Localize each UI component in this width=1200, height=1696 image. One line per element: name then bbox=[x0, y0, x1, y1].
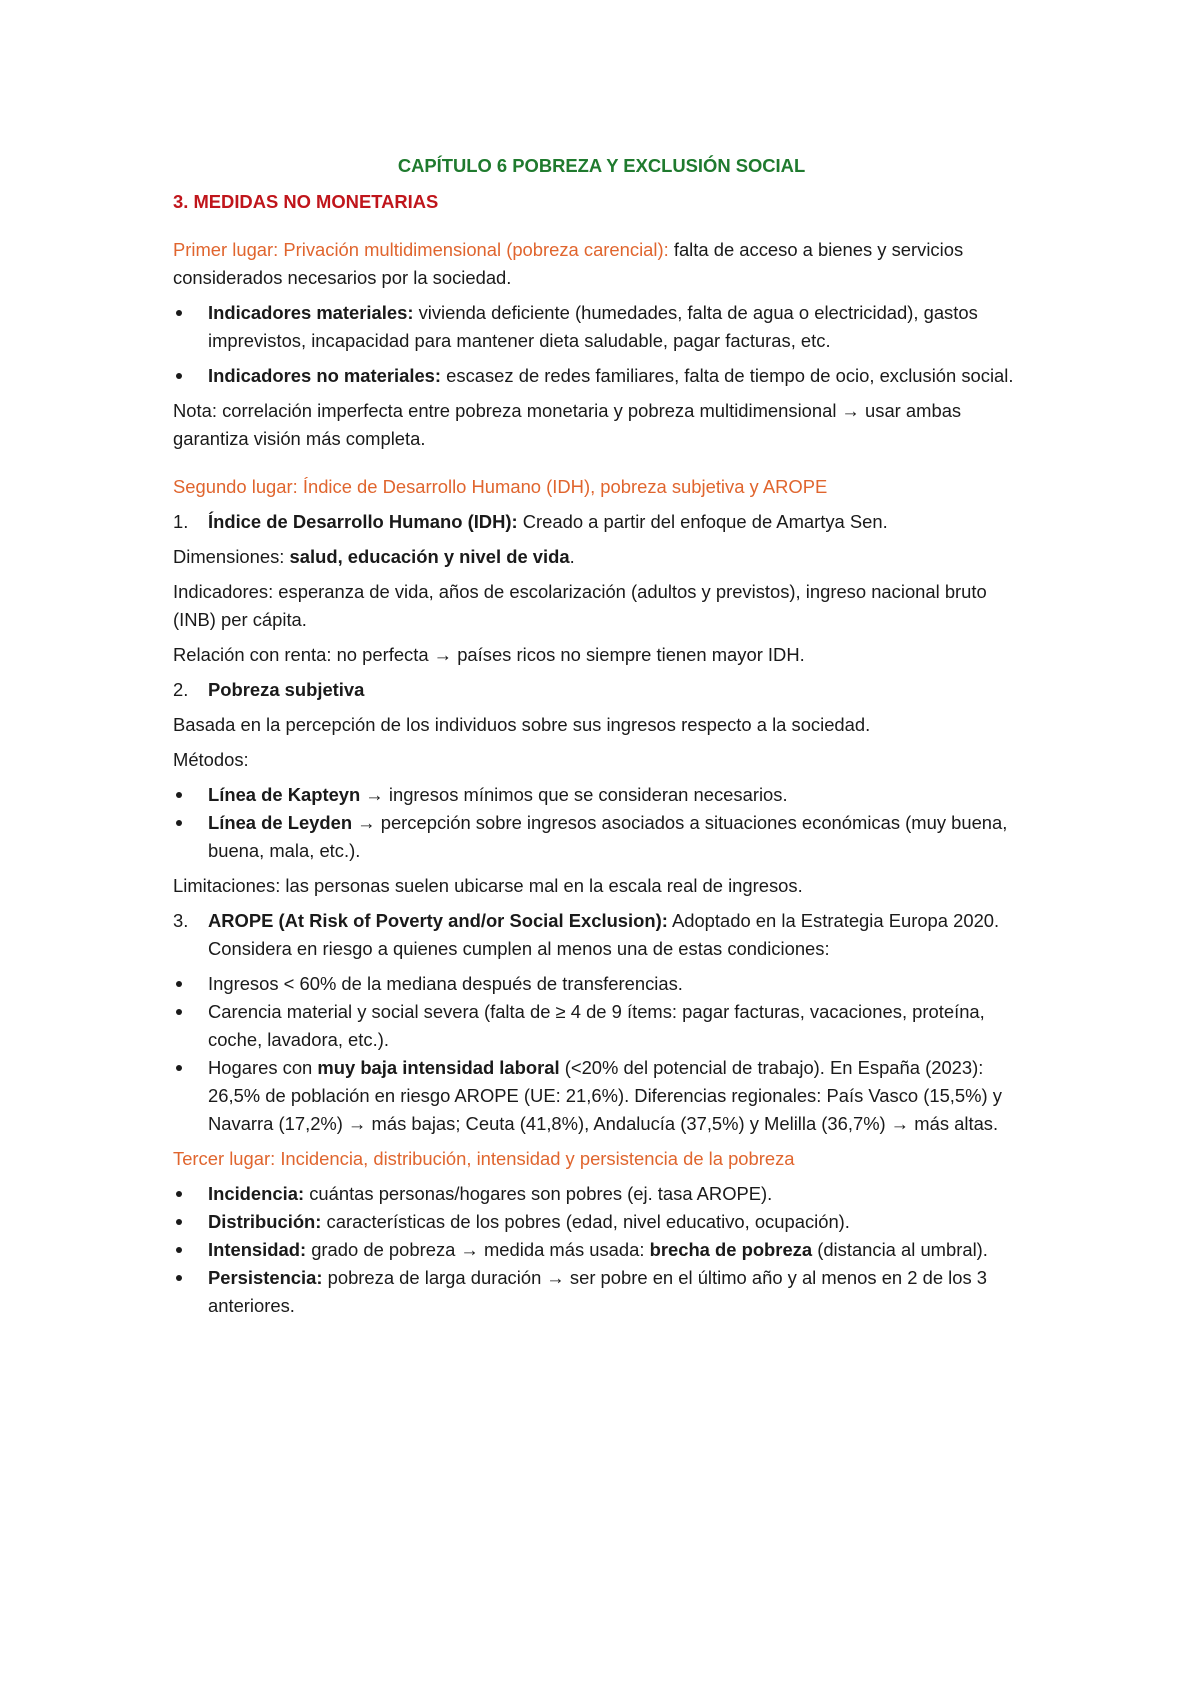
idh-dimensions bbox=[173, 543, 1030, 571]
item-text: pobreza de larga duración → ser pobre en el último año y al menos en 2 de los 3 anteriores. bbox=[208, 1267, 988, 1316]
subjetiva-bullet-list bbox=[173, 781, 1030, 865]
item-text: cuántas personas/hogares son pobres (ej. tasa AROPE). bbox=[304, 1183, 773, 1204]
list-item bbox=[173, 362, 1030, 390]
dim-label: Dimensiones: bbox=[173, 546, 290, 567]
arope-list bbox=[173, 907, 1030, 963]
item-bold: muy baja intensidad laboral bbox=[317, 1057, 560, 1078]
section-heading: 3. MEDIDAS NO MONETARIAS bbox=[173, 191, 439, 212]
list-item bbox=[173, 1180, 1030, 1208]
idh-list bbox=[173, 508, 1030, 536]
item-text: Hogares con bbox=[208, 1057, 318, 1078]
item-bold: Intensidad: bbox=[208, 1239, 307, 1260]
list-item bbox=[173, 676, 1030, 704]
primer-text: falta de acceso a bienes y servicios considerados necesarios por la sociedad. bbox=[173, 239, 964, 288]
item-number: 3. bbox=[173, 910, 189, 931]
dim-end: . bbox=[569, 546, 575, 567]
item-text: Ingresos < 60% de la mediana después de transferencias. bbox=[208, 973, 683, 994]
item-text: escasez de redes familiares, falta de tiempo de ocio, exclusión social. bbox=[441, 365, 1014, 386]
primer-bullet-list bbox=[173, 299, 1030, 390]
list-item bbox=[173, 998, 1030, 1054]
item-number: 2. bbox=[173, 679, 189, 700]
chapter-title: CAPÍTULO 6 POBREZA Y EXCLUSIÓN SOCIAL bbox=[397, 155, 806, 176]
list-item bbox=[173, 508, 1030, 536]
item-bold: Línea de Kapteyn bbox=[208, 784, 361, 805]
item-bold: Persistencia: bbox=[208, 1267, 323, 1288]
list-item bbox=[173, 1236, 1030, 1264]
item-bold: Incidencia: bbox=[208, 1183, 305, 1204]
list-item bbox=[173, 970, 1030, 998]
dim-bold: salud, educación y nivel de vida bbox=[289, 546, 570, 567]
item-text: Creado a partir del enfoque de Amartya Sen. bbox=[517, 511, 888, 532]
subjetiva-limitaciones: Limitaciones: las personas suelen ubicarse mal en la escala real de ingresos. bbox=[173, 875, 803, 896]
item-text: → ingresos mínimos que se consideran necesarios. bbox=[360, 784, 788, 805]
subjetiva-list bbox=[173, 676, 1030, 704]
item-bold: brecha de pobreza bbox=[649, 1239, 813, 1260]
list-item bbox=[173, 809, 1030, 865]
subjetiva-metodos: Métodos: bbox=[173, 749, 249, 770]
item-text: Adoptado en la Estrategia Europa 2020. Considera en riesgo a quienes cumplen al menos una de estas condiciones: bbox=[208, 910, 1000, 959]
item-number: 1. bbox=[173, 511, 189, 532]
item-text: → percepción sobre ingresos asociados a situaciones económicas (muy buena, buena, mala, etc.). bbox=[208, 812, 1008, 861]
item-bold: Índice de Desarrollo Humano (IDH): bbox=[208, 511, 518, 532]
item-bold: Línea de Leyden bbox=[208, 812, 353, 833]
item-text: características de los pobres (edad, nivel educativo, ocupación). bbox=[321, 1211, 850, 1232]
subjetiva-basada: Basada en la percepción de los individuos sobre sus ingresos respecto a la sociedad. bbox=[173, 714, 871, 735]
tercer-lead: Tercer lugar: Incidencia, distribución, intensidad y persistencia de la pobreza bbox=[173, 1148, 795, 1169]
list-item bbox=[173, 1054, 1030, 1138]
list-item bbox=[173, 1208, 1030, 1236]
item-text: (<20% del potencial de trabajo). En España (2023): 26,5% de población en riesgo AROPE (UE: 21,6%). Diferencias regionales: País Vasco (15,5%) y Navarra (17,2%) → más bajas; Ceuta (41,8%), Andalucía (37,5%) y Melilla (36,7%) → más altas. bbox=[208, 1057, 1002, 1134]
item-bold: Distribución: bbox=[208, 1211, 322, 1232]
primer-lead: Primer lugar: Privación multidimensional (pobreza carencial): bbox=[173, 239, 669, 260]
list-item bbox=[173, 907, 1030, 963]
tercer-bullet-list bbox=[173, 1180, 1030, 1320]
item-bold: AROPE (At Risk of Poverty and/or Social Exclusion): bbox=[208, 910, 668, 931]
item-text: Carencia material y social severa (falta de ≥ 4 de 9 ítems: pagar facturas, vacaciones, proteína, coche, lavadora, etc.). bbox=[208, 1001, 985, 1050]
list-item bbox=[173, 1264, 1030, 1320]
primer-paragraph bbox=[173, 236, 1030, 292]
idh-relation: Relación con renta: no perfecta → países ricos no siempre tienen mayor IDH. bbox=[173, 644, 805, 665]
item-text: grado de pobreza → medida más usada: bbox=[306, 1239, 650, 1260]
arope-bullet-list bbox=[173, 970, 1030, 1138]
item-bold: Pobreza subjetiva bbox=[208, 679, 365, 700]
segundo-lead: Segundo lugar: Índice de Desarrollo Humano (IDH), pobreza subjetiva y AROPE bbox=[173, 476, 828, 497]
list-item bbox=[173, 781, 1030, 809]
idh-indicators: Indicadores: esperanza de vida, años de escolarización (adultos y previstos), ingreso nacional bruto (INB) per cápita. bbox=[173, 581, 987, 630]
item-bold: Indicadores materiales: bbox=[208, 302, 414, 323]
item-bold: Indicadores no materiales: bbox=[208, 365, 442, 386]
list-item bbox=[173, 299, 1030, 355]
item-text: vivienda deficiente (humedades, falta de agua o electricidad), gastos imprevistos, incapacidad para mantener dieta saludable, pagar facturas, etc. bbox=[208, 302, 978, 351]
primer-note: Nota: correlación imperfecta entre pobreza monetaria y pobreza multidimensional → usar ambas garantiza visión más completa. bbox=[173, 400, 962, 449]
item-text: (distancia al umbral). bbox=[812, 1239, 988, 1260]
